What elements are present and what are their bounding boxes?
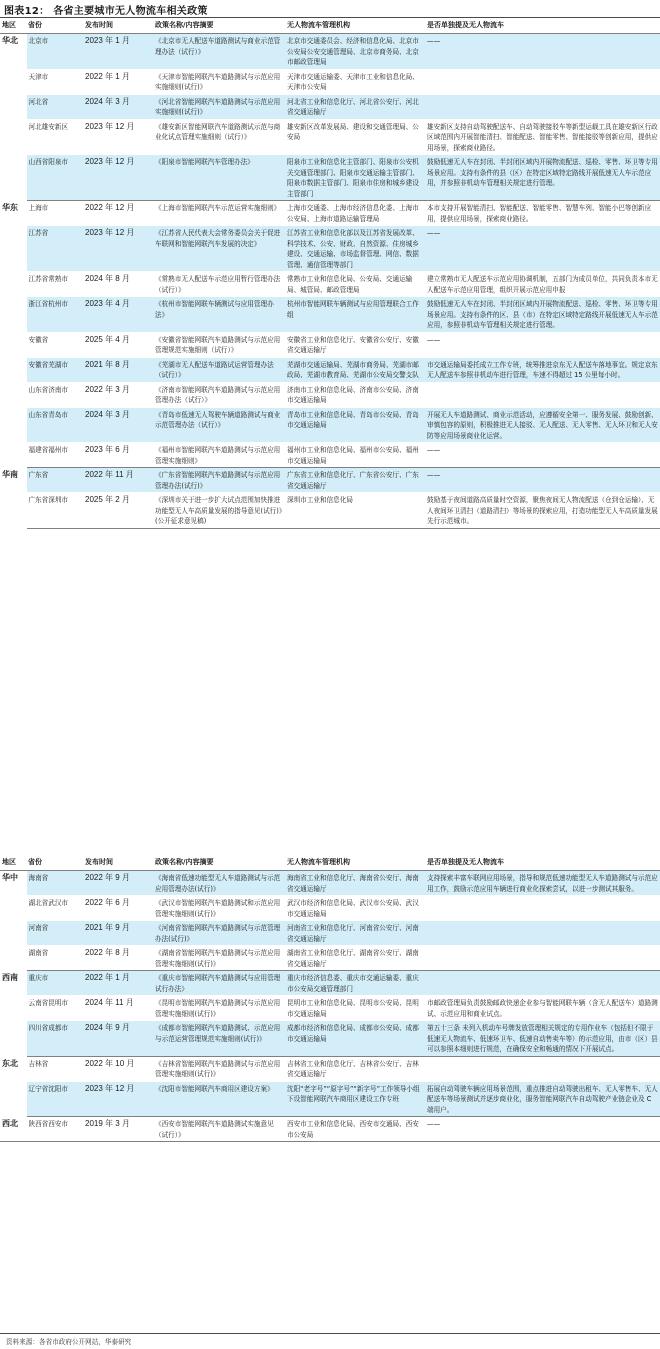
mention-cell: 鼓励基于夜间道路高质量时空资源，聚焦夜间无人物流配送（仓到仓运输）、无人夜间环卫清扫（道路清扫）等场景的探索应用，打造功能型无人车高质量发展先行示范城市。 [425,493,660,529]
policy-cell: 《阳泉市智能网联汽车管理办法》 [153,155,285,201]
mention-cell: 市邮政管理局负责鼓励邮政快递企业参与智能网联车辆（含无人配送车）道路测试、示范应用和商业试点。 [425,996,660,1021]
policy-cell: 《重庆市智能网联汽车道路测试与应用管理试行办法》 [153,971,285,996]
region-cell: 华南 [0,468,26,529]
agency-cell: 济南市工业和信息化局、济南市公安局、济南市交通运输局 [285,382,425,407]
date-cell: 2024 年 9 月 [83,1021,153,1057]
header-region: 地区 [0,18,26,34]
date-cell: 2025 年 4 月 [83,332,153,357]
table-row [0,871,660,896]
table-row [0,94,660,119]
mention-cell [425,946,660,971]
date-cell: 2023 年 12 月 [83,226,153,272]
header-mention: 是否单独提及无人物流车 [425,855,660,871]
region-cell: 西南 [0,971,26,1057]
source-note: 资料来源：各省市政府公开网站，华泰研究 [6,1338,132,1346]
agency-cell: 武汉市经济和信息化局、武汉市公安局、武汉市交通运输局 [285,896,425,921]
policy-table-2 [0,855,660,1142]
mention-cell: 开展无人车道路测试、商业示范活动，应遵循安全第一、服务发展、鼓励创新、审慎包容的原则，积极推进无人接驳、无人配送、无人零售、无人环卫和无人安防等应用场景商业化运营。 [425,407,660,443]
table-row [0,272,660,297]
province-cell: 重庆市 [26,971,83,996]
table-header [0,855,660,871]
date-cell: 2023 年 12 月 [83,155,153,201]
date-cell: 2024 年 3 月 [83,407,153,443]
policy-cell: 《芜湖市无人配送车道路试运营管理办法（试行）》 [153,357,285,382]
agency-cell: 海南省工业和信息化厅、海南省公安厅、海南省交通运输厅 [285,871,425,896]
date-cell: 2019 年 3 月 [83,1117,153,1142]
policy-cell: 《雄安新区智能网联汽车道路测试示范与商业化试点管理实施细则（试行）》 [153,119,285,155]
agency-cell: 阳泉市工业和信息化主管部门、阳泉市公安机关交通管理部门、阳泉市交通运输主管部门、阳泉市数据主管部门、阳泉市住房和城乡建设主管部门 [285,155,425,201]
mention-cell: 支持探索丰富车联网应用场景，指导和规范低速功能型无人车道路测试与示范应用工作，鼓励示范应用车辆进行商业化探索尝试，以进一步测试其服务。 [425,871,660,896]
policy-cell: 《杭州市智能网联车辆测试与应用管理办法》 [153,297,285,333]
header-region: 地区 [0,855,26,871]
date-cell: 2022 年 1 月 [83,971,153,996]
mention-cell: 第五十三条 未列入机动车号牌发放管理相关规定的专用作业车（包括但不限于低速无人物流车、低速环卫车、低速自动售卖车等）的示范应用，由市（区）县可以参照本细则进行规范，在确保安全和畅通的情况下开展试点。 [425,1021,660,1057]
mention-cell: —— [425,468,660,493]
policy-cell: 《北京市无人配送车道路测试与商业示范管理办法（试行）》 [153,34,285,70]
agency-cell: 芜湖市交通运输局、芜湖市商务局、芜湖市邮政局、芜湖市教育局、芜湖市公安局交警支队 [285,357,425,382]
agency-cell: 安徽省工业和信息化厅、安徽省公安厅、安徽省交通运输厅 [285,332,425,357]
policy-cell: 《河南省智能网联汽车道路测试与示范管理办法(试行)》 [153,921,285,946]
agency-cell: 西安市工业和信息化局、西安市交通局、西安市公安局 [285,1117,425,1142]
policy-cell: 《海南省低速功能型无人车道路测试与示范应用管理办法(试行)》 [153,871,285,896]
date-cell: 2023 年 6 月 [83,443,153,468]
table-row [0,971,660,996]
policy-table-1 [0,18,660,529]
agency-cell: 杭州市智能网联车辆测试与应用管理联合工作组 [285,297,425,333]
table-row [0,201,660,226]
date-cell: 2024 年 8 月 [83,272,153,297]
policy-cell: 《沈阳市智能网联汽车商用区建设方案》 [153,1081,285,1117]
date-cell: 2024 年 11 月 [83,996,153,1021]
province-cell: 河北省 [26,94,83,119]
table-row [0,896,660,921]
province-cell: 河南省 [26,921,83,946]
date-cell: 2025 年 2 月 [83,493,153,529]
date-cell: 2023 年 1 月 [83,34,153,70]
date-cell: 2022 年 10 月 [83,1056,153,1081]
table-row [0,119,660,155]
mention-cell: 雄安新区支持自动驾驶配送车、自动驾驶接驳车等新型运载工具在雄安新区行政区域范围内开展智能清扫、智能配送、智能零售、智能接驳等创新应用，提供应用场景，探索商业路径。 [425,119,660,155]
mention-cell [425,971,660,996]
region-cell: 西北 [0,1117,26,1142]
date-cell: 2022 年 1 月 [83,69,153,94]
date-cell: 2024 年 3 月 [83,94,153,119]
table-row [0,1081,660,1117]
table-row [0,297,660,333]
mention-cell [425,896,660,921]
province-cell: 天津市 [26,69,83,94]
agency-cell: 深圳市工业和信息化局 [285,493,425,529]
policy-cell: 《西安市智能网联汽车道路测试实施意见（试行）》 [153,1117,285,1142]
policy-cell: 《武汉市智能网联汽车道路测试和示范应用管理实施细则(试行)》 [153,896,285,921]
table-row [0,493,660,529]
policy-cell: 《安徽省智能网联汽车道路测试与示范应用管理规范实施细则（试行）》 [153,332,285,357]
mention-cell: —— [425,332,660,357]
policy-cell: 《江苏省人民代表大会常务委员会关于促进车联网和智能网联汽车发展的决定》 [153,226,285,272]
header-mention: 是否单独提及无人物流车 [425,18,660,34]
mention-cell [425,921,660,946]
date-cell: 2022 年 11 月 [83,468,153,493]
header-province: 省份 [26,855,83,871]
region-cell: 东北 [0,1056,26,1117]
header-policy: 政策名称/内容摘要 [153,18,285,34]
policy-cell: 《河北省智能网联汽车道路测试与示范应用实施细则(试行)》 [153,94,285,119]
table-row [0,921,660,946]
policy-cell: 《广东省智能网联汽车道路测试与示范应用管理办法(试行)》 [153,468,285,493]
province-cell: 吉林省 [26,1056,83,1081]
agency-cell: 福州市工业和信息化局、福州市公安局、福州市交通运输局 [285,443,425,468]
agency-cell: 青岛市工业和信息化局、青岛市公安局、青岛市交通运输局 [285,407,425,443]
province-cell: 湖南省 [26,946,83,971]
table-row [0,226,660,272]
agency-cell: 江苏省工业和信息化部以及江苏省发展改革、科学技术、公安、财政、自然资源、住房城乡建设、交通运输、市场监督管理、网信、数据管理、通信管理等部门 [285,226,425,272]
agency-cell: 常熟市工业和信息化局、公安局、交通运输局、城管局、邮政管理局 [285,272,425,297]
agency-cell: 雄安新区改革发展局、建设和交通管理局、公安局 [285,119,425,155]
mention-cell: 拓展自动驾驶车辆应用场景范围，重点推进自动驾驶出租车、无人零售车、无人配送车等场景测试并逐步商业化，服务智能网联汽车自动驾驶产业链企业及 C 端用户。 [425,1081,660,1117]
mention-cell [425,94,660,119]
table-row [0,946,660,971]
mention-cell: —— [425,34,660,70]
table-header [0,18,660,34]
policy-cell: 《上海市智能网联汽车示范运营实施细则》 [153,201,285,226]
agency-cell: 沈阳“老字号”“原字号”“新字号”工作领导小组下设智能网联汽车商用区建设工作专班 [285,1081,425,1117]
policy-cell: 《青岛市低速无人驾驶车辆道路测试与商业示范管理办法（试行）》 [153,407,285,443]
table-row [0,69,660,94]
header-date: 发布时间 [83,855,153,871]
date-cell: 2022 年 12 月 [83,201,153,226]
province-cell: 江苏省常熟市 [26,272,83,297]
bottom-rule [0,1333,660,1334]
mention-cell: 鼓励低速无人车在封闭、半封闭区域内开展物流配送、巡检、零售、环卫等专用场景应用。支持有条件的区、县（市）在特定区域特定路线开展低速无人车示范应用，参照非机动车管理相关规定进行管理。 [425,297,660,333]
province-cell: 陕西省西安市 [26,1117,83,1142]
table-row [0,34,660,70]
agency-cell: 重庆市经济信息委、重庆市交通运输委、重庆市公安局交通管理部门 [285,971,425,996]
agency-cell: 吉林省工业和信息化厅、吉林省公安厅、吉林省交通运输厅 [285,1056,425,1081]
policy-cell: 《深圳市关于进一步扩大试点范围加快推进功能型无人车高质量发展的指导意见(试行)》(公开征求意见稿) [153,493,285,529]
table-row [0,443,660,468]
table-row [0,1056,660,1081]
province-cell: 福建省福州市 [26,443,83,468]
province-cell: 山东省济南市 [26,382,83,407]
table-row [0,155,660,201]
province-cell: 浙江省杭州市 [26,297,83,333]
province-cell: 四川省成都市 [26,1021,83,1057]
date-cell: 2022 年 8 月 [83,946,153,971]
agency-cell: 广东省工业和信息化厅、广东省公安厅、广东省交通运输厅 [285,468,425,493]
policy-cell: 《成都市智能网联汽车道路测试、示范应用与示范运营管理规范实施细则(试行)》 [153,1021,285,1057]
policy-cell: 《济南市智能网联汽车道路测试与示范应用管理办法（试行）》 [153,382,285,407]
header-agency: 无人物流车管理机构 [285,855,425,871]
region-cell: 华北 [0,34,26,201]
date-cell: 2021 年 8 月 [83,357,153,382]
mention-cell [425,69,660,94]
province-cell: 安徽省 [26,332,83,357]
mention-cell [425,382,660,407]
policy-cell: 《昆明市智能网联汽车道路测试与示范应用管理实施细则(试行)》 [153,996,285,1021]
agency-cell: 昆明市工业和信息化局、昆明市公安局、昆明市交通运输局 [285,996,425,1021]
date-cell: 2023 年 12 月 [83,119,153,155]
policy-cell: 《天津市智能网联汽车道路测试与示范应用实施细则(试行)》 [153,69,285,94]
province-cell: 上海市 [26,201,83,226]
date-cell: 2023 年 12 月 [83,1081,153,1117]
mention-cell: —— [425,226,660,272]
region-cell: 华中 [0,871,26,971]
policy-cell: 《湖南省智能网联汽车道路测试与示范应用管理实施细则(试行)》 [153,946,285,971]
date-cell: 2023 年 4 月 [83,297,153,333]
agency-cell: 上海市交通委、上海市经济信息化委、上海市公安局、上海市道路运输管理局 [285,201,425,226]
date-cell: 2022 年 3 月 [83,382,153,407]
table-row [0,996,660,1021]
table-row [0,332,660,357]
agency-cell: 湖南省工业和信息化厅、湖南省公安厅、湖南省交通运输厅 [285,946,425,971]
date-cell: 2021 年 9 月 [83,921,153,946]
date-cell: 2022 年 6 月 [83,896,153,921]
policy-cell: 《吉林省智能网联汽车道路测试与示范应用管理实施细则(试行)》 [153,1056,285,1081]
province-cell: 安徽省芜湖市 [26,357,83,382]
province-cell: 辽宁省沈阳市 [26,1081,83,1117]
province-cell: 广东省深圳市 [26,493,83,529]
table-row [0,468,660,493]
mention-cell: 鼓励低速无人车在封闭、半封闭区域内开展物流配送、巡检、零售、环卫等专用场景应用。支持有条件的县（区）在特定区域特定路线开展低速无人车示范应用，并参照非机动车管理相关规定进行管理。 [425,155,660,201]
table-row [0,1117,660,1142]
province-cell: 北京市 [26,34,83,70]
mention-cell: 建立常熟市无人配送车示范应用协调机制，五部门为成员单位，共同负责本市无人配送车示范应用管理，组织开展示范应用申报 [425,272,660,297]
province-cell: 江苏省 [26,226,83,272]
chart-title: 图表12： 各省主要城市无人物流车相关政策 [4,6,208,17]
region-cell: 华东 [0,201,26,468]
table-row [0,407,660,443]
agency-cell: 成都市经济和信息化局、成都市公安局、成都市交通运输局 [285,1021,425,1057]
header-policy: 政策名称/内容摘要 [153,855,285,871]
agency-cell: 北京市交通委员会、经济和信息化局、北京市公安局公安交通管理局、北京市商务局、北京市邮政管理局 [285,34,425,70]
policy-cell: 《常熟市无人配送车示范应用暂行管理办法（试行）》 [153,272,285,297]
province-cell: 湖北省武汉市 [26,896,83,921]
province-cell: 云南省昆明市 [26,996,83,1021]
header-date: 发布时间 [83,18,153,34]
header-province: 省份 [26,18,83,34]
province-cell: 广东省 [26,468,83,493]
mention-cell: 本市支持开展智能清扫、智能配送、智能零售、智慧车列、智能小巴等创新应用，提供应用场景，探索商业路径。 [425,201,660,226]
table-row [0,1021,660,1057]
province-cell: 山西省阳泉市 [26,155,83,201]
province-cell: 山东省青岛市 [26,407,83,443]
date-cell: 2022 年 9 月 [83,871,153,896]
table-row [0,382,660,407]
header-agency: 无人物流车管理机构 [285,18,425,34]
agency-cell: 河北省工业和信息化厅、河北省公安厅、河北省交通运输厅 [285,94,425,119]
province-cell: 海南省 [26,871,83,896]
agency-cell: 天津市交通运输委、天津市工业和信息化局、天津市公安局 [285,69,425,94]
mention-cell: 市交通运输局委托成立工作专班，统筹推进京东无人配送车落地事宜。规定京东无人配送车参照非机动车进行管理，车速不得超过 15 公里每小时。 [425,357,660,382]
mention-cell: —— [425,443,660,468]
policy-cell: 《福州市智能网联汽车道路测试与示范应用管理实施细则》 [153,443,285,468]
mention-cell [425,1056,660,1081]
agency-cell: 河南省工业和信息化厅、河南省公安厅、河南省交通运输厅 [285,921,425,946]
mention-cell: —— [425,1117,660,1142]
table-row [0,357,660,382]
province-cell: 河北雄安新区 [26,119,83,155]
